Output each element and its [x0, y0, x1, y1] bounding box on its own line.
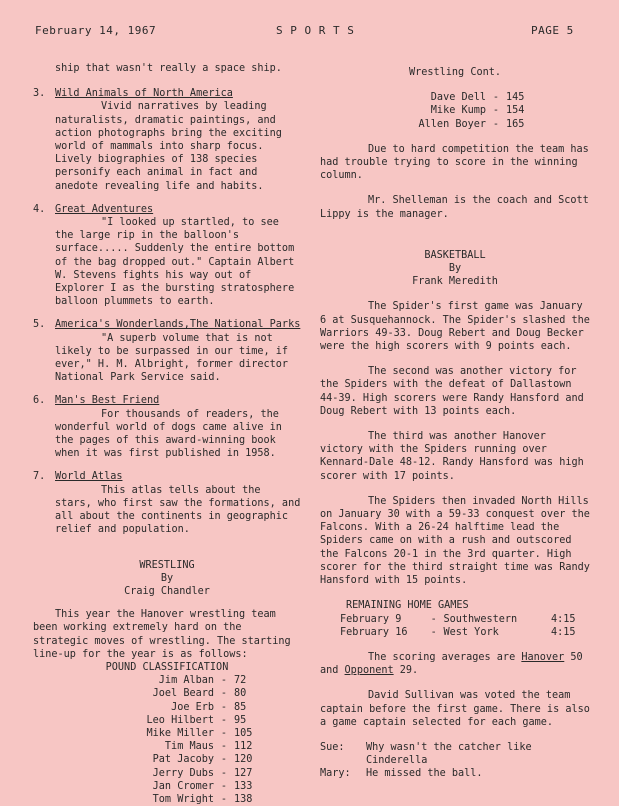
roster-row [33, 740, 301, 753]
roster-dash: - [220, 727, 228, 739]
wrestler-name: Pat Jacoby [152, 754, 214, 766]
book-item-title: World Atlas [55, 471, 123, 483]
joke-dialogue [320, 741, 590, 781]
wrestler-name: Mike Kump [430, 105, 486, 117]
book-item-heading [33, 470, 301, 483]
wrestler-weight: 133 [234, 780, 253, 792]
wrestler-name: Tom Wright [152, 793, 214, 805]
wrestler-name: Mike Miller [146, 727, 214, 739]
header-page-number: PAGE 5 [531, 24, 574, 37]
roster-dash: - [220, 767, 228, 779]
wrestler-weight: 127 [234, 767, 253, 779]
roster-row [33, 674, 301, 687]
book-item-number: 5. [33, 319, 46, 331]
wrestler-weight: 105 [234, 727, 253, 739]
wrestler-name: Dave Dell [430, 92, 486, 104]
book-item-heading [33, 394, 301, 407]
game-opponent: West York [443, 626, 499, 638]
roster-row [33, 753, 301, 766]
book-item-heading [33, 203, 301, 216]
book-item-number: 4. [33, 203, 46, 215]
roster-dash: - [492, 105, 500, 117]
dialogue-line [320, 767, 590, 780]
roster-dash: - [220, 741, 228, 753]
speaker-line: He missed the ball. [366, 768, 483, 780]
book-item-text: "A superb volume that is not likely to be surpassed in our time, if ever," H. M. Albright, former director National Park Service said. [55, 332, 289, 384]
roster-dash: - [220, 714, 228, 726]
wrestler-weight: 85 [234, 701, 247, 713]
roster-dash: - [220, 688, 228, 700]
remaining-games-list [320, 613, 590, 639]
wrestler-name: Jerry Dubs [152, 767, 214, 779]
wrestler-name: Allen Boyer [418, 118, 486, 130]
book-item-title: Man's Best Friend [55, 395, 160, 407]
games-heading: REMAINING HOME GAMES [346, 600, 469, 612]
book-item-text: This atlas tells about the stars, who first saw the formations, and all about the continents in geographic relief and population. [55, 484, 301, 536]
scoring-averages [320, 651, 590, 677]
roster-row [33, 780, 301, 793]
roster-dash: - [220, 780, 228, 792]
wrestler-name: Leo Hilbert [146, 714, 214, 726]
roster-dash: - [220, 754, 228, 766]
book-item-number: 6. [33, 395, 46, 407]
basketball-paragraph: The second was another victory for the Spiders with the defeat of Dallastown 44-39. High scorers were Randy Hansford and Doug Rebert with 13 points each. [320, 366, 584, 417]
wrestler-weight: 154 [506, 105, 525, 117]
roster-row [320, 91, 590, 104]
wrestler-weight: 112 [234, 741, 253, 753]
wrestling-intro: This year the Hanover wrestling team been working extremely hard on the strategic moves of wrestling. The starting line-up for the year is as follows: [33, 609, 291, 660]
book-item [33, 470, 301, 536]
game-date: February 16 [340, 626, 408, 638]
roster-row [33, 767, 301, 780]
book-item [33, 394, 301, 460]
roster-row [33, 701, 301, 714]
roster-row [33, 793, 301, 806]
wrestling-roster-cont [320, 91, 590, 131]
basketball-paragraph: The Spiders then invaded North Hills on January 30 with a 59-33 conquest over the Falcons. With a 26-24 halftime lead the Spiders came on with a rush and outscored the Falcons 20-1 in the 3rd quarter. High scorer for the third straight time was Randy Hansford with 15 points. [320, 495, 590, 587]
book-item [33, 87, 301, 193]
wrestler-name: Joel Beard [152, 688, 214, 700]
book-item-title: Wild Animals of North America [55, 88, 233, 100]
header-date: February 14, 1967 [35, 24, 157, 37]
captain-paragraph: David Sullivan was voted the team captain before the first game. There is also a game captain selected for each game. [320, 690, 590, 728]
roster-dash: - [492, 118, 500, 130]
book-item-text: For thousands of readers, the wonderful world of dogs came alive in the pages of this award-winning book when it was first published in 1958. [55, 408, 282, 460]
avg-text: 29. [393, 665, 419, 677]
avg-team-opponent: Opponent [344, 665, 394, 677]
roster-row [33, 727, 301, 740]
book-item-text: "I looked up startled, to see the large rip in the balloon's surface..... Suddenly the entire bottom of the bag dropped out." Captain Albert W. Stevens fights his way out of Explorer I as the bursting stratosphere balloon plummets to earth. [55, 217, 295, 308]
wrestler-weight: 72 [234, 675, 247, 687]
game-dash: - [430, 613, 437, 625]
basketball-title: BASKETBALL [424, 249, 486, 261]
right-column [320, 66, 590, 781]
speaker: Mary: [320, 768, 351, 780]
header-section: S P O R T S [276, 24, 355, 37]
wrestler-weight: 145 [506, 92, 525, 104]
basketball-author: Frank Meredith [412, 276, 498, 288]
avg-team-hanover: Hanover [521, 651, 565, 663]
left-column [33, 62, 301, 806]
basketball-paragraphs [320, 300, 590, 587]
roster-row [33, 687, 301, 700]
basketball-paragraph: The Spider's first game was January 6 at Susquehannock. The Spider's slashed the Warriors 49-33. Doug Rebert and Doug Becker were the high scorers with 9 points each. [320, 301, 590, 353]
book-item-number: 7. [33, 471, 46, 483]
book-item-number: 3. [33, 88, 46, 100]
book-item-heading [33, 87, 301, 100]
continued-line: ship that wasn't really a space ship. [55, 63, 282, 74]
wrestling-title: WRESTLING [139, 559, 195, 571]
roster-dash: - [220, 793, 228, 805]
game-opponent: Southwestern [443, 613, 518, 625]
speaker: Sue: [320, 741, 345, 753]
book-list [33, 87, 301, 536]
wrestling-author: Craig Chandler [124, 585, 210, 597]
book-item [33, 203, 301, 309]
wrestler-weight: 138 [234, 793, 253, 805]
pound-classification-heading: POUND CLASSIFICATION [105, 661, 229, 673]
game-row [320, 613, 590, 626]
game-time: 4:15 [550, 626, 576, 638]
roster-row [320, 104, 590, 117]
game-dash: - [430, 626, 437, 638]
wrestling-roster [33, 674, 301, 806]
wrestler-name: Joe Erb [171, 701, 214, 713]
wrestler-name: Jan Cromer [152, 780, 214, 792]
book-item-heading [33, 318, 301, 331]
avg-text: 50 and [320, 651, 583, 677]
wrestler-weight: 120 [234, 754, 253, 766]
basketball-by: By [448, 263, 462, 275]
wrestling-paragraph: Mr. Shelleman is the coach and Scott Lippy is the manager. [320, 195, 589, 220]
book-item-text: Vivid narratives by leading naturalists, dramatic paintings, and action photographs bring the exciting world of mammals into sharp focus. Lively biographies of 138 species personify each animal in fact and anedote revealing life and habits. [55, 101, 282, 192]
avg-text: The scoring averages are [368, 651, 522, 663]
roster-row [320, 118, 590, 131]
roster-dash: - [492, 92, 500, 104]
roster-dash: - [220, 701, 228, 713]
wrestling-by: By [160, 572, 174, 584]
roster-dash: - [220, 675, 228, 687]
basketball-paragraph: The third was another Hanover victory with the Spiders running over Kennard-Dale 48-12. Randy Hansford was high scorer with 17 points. [320, 431, 584, 482]
roster-row [33, 714, 301, 727]
wrestling-cont-title: Wrestling Cont. [408, 67, 501, 78]
game-row [320, 626, 590, 639]
book-item-title: America's Wonderlands,The National Parks [55, 319, 301, 331]
book-item-title: Great Adventures [55, 203, 154, 215]
wrestler-name: Tim Maus [164, 741, 214, 753]
book-item [33, 318, 301, 384]
wrestler-weight: 80 [234, 688, 247, 700]
game-time: 4:15 [550, 613, 576, 625]
speaker-line: Why wasn't the catcher like Cinderella [366, 741, 532, 767]
wrestling-paragraph: Due to hard competition the team has had trouble trying to score in the winning column. [320, 143, 589, 182]
wrestler-weight: 95 [234, 714, 247, 726]
wrestler-weight: 165 [506, 118, 525, 130]
game-date: February 9 [340, 613, 402, 625]
dialogue-line [320, 741, 590, 767]
wrestler-name: Jim Alban [158, 675, 214, 687]
